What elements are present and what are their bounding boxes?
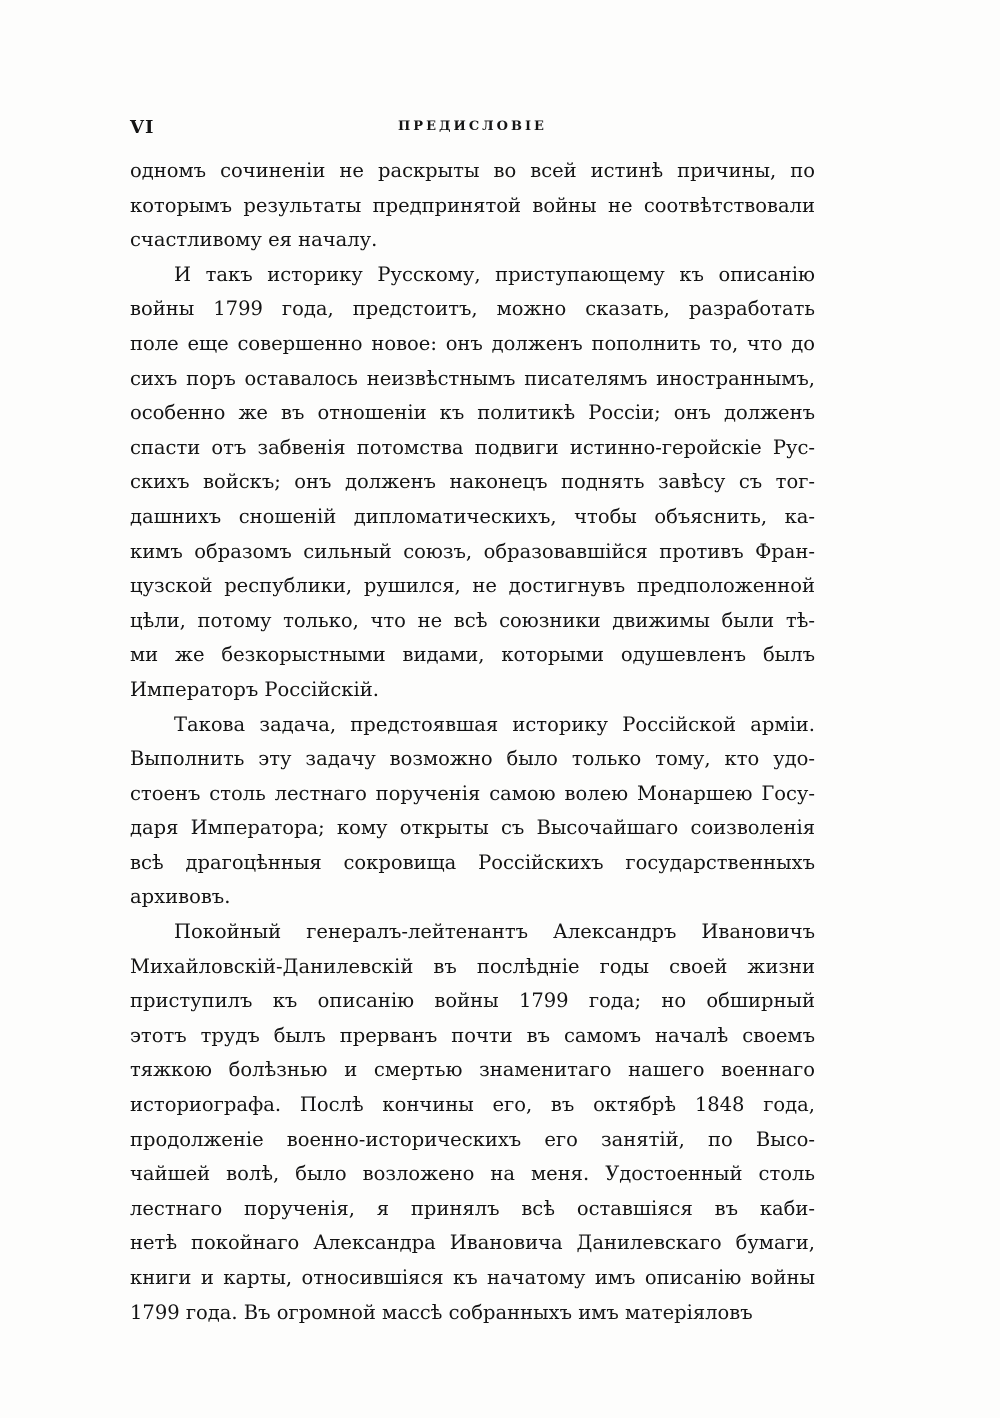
body-text (130, 154, 815, 1330)
text-line: дашнихъ сношеній дипломатическихъ, чтобы объяснить, ка- (130, 504, 815, 528)
text-line: Императоръ Россійскій. (130, 677, 379, 701)
text-line: Покойный генералъ-лейтенантъ Александръ Ивановичъ (174, 920, 815, 944)
text-line: нетѣ покойнаго Александра Ивановича Данилевскаго бумаги, (130, 1231, 815, 1255)
running-title: ПРЕДИСЛОВІЕ (398, 119, 547, 134)
text-line: Михайловскій-Данилевскій въ послѣдніе годы своей жизни (130, 954, 815, 978)
paragraph (130, 258, 815, 708)
text-line: цузской республики, рушился, не достигнувъ предположенной (130, 574, 815, 598)
page-number: VI (130, 117, 155, 138)
text-line: И такъ историку Русскому, приступающему къ описанію (174, 262, 815, 286)
text-line: скихъ войскъ; онъ долженъ наконецъ поднять завѣсу съ тог- (130, 470, 815, 494)
text-line: даря Императора; кому открыты съ Высочайшаго соизволенія (130, 816, 815, 840)
paragraph (130, 915, 815, 1330)
text-line: сихъ поръ оставалось неизвѣстнымъ писателямъ иностраннымъ, (130, 366, 815, 390)
text-line: лестнаго порученія, я принялъ всѣ оставшіяся въ каби- (130, 1196, 815, 1220)
text-line: спасти отъ забвенія потомства подвиги истинно-геройскіе Рус- (130, 435, 815, 459)
text-line: книги и карты, относившіяся къ начатому имъ описанію войны (130, 1266, 815, 1289)
text-line: чайшей волѣ, было возложено на меня. Удостоенный столь (130, 1162, 815, 1186)
text-line: историографа. Послѣ кончины его, въ октябрѣ 1848 года, (130, 1093, 815, 1117)
text-line: Выполнить эту задачу возможно было только тому, кто удо- (130, 747, 815, 771)
paragraph (130, 154, 815, 258)
text-line: кимъ образомъ сильный союзъ, образовавшійся противъ Фран- (130, 539, 815, 563)
text-line: особенно же въ отношеніи къ политикѣ Россіи; онъ долженъ (130, 401, 815, 425)
text-line: цѣли, потому только, что не всѣ союзники движимы были тѣ- (130, 608, 815, 632)
text-line: приступилъ къ описанію войны 1799 года; но обширный (130, 989, 815, 1013)
text-line: Такова задача, предстоявшая историку Россійской арміи. (174, 712, 815, 736)
text-line: продолженіе военно-историческихъ его занятій, по Высо- (130, 1127, 815, 1151)
text-line: ми же безкорыстными видами, которыми одушевленъ былъ (130, 643, 815, 667)
text-line: всѣ драгоцѣнныя сокровища Россійскихъ государственныхъ (130, 850, 815, 874)
text-line: 1799 года. Въ огромной массѣ собранныхъ имъ матеріяловъ (130, 1300, 753, 1324)
text-line: архивовъ. (130, 885, 231, 909)
paragraph (130, 708, 815, 916)
text-line: поле еще совершенно новое: онъ долженъ пополнить то, что до (130, 331, 815, 355)
text-line: одномъ сочиненіи не раскрыты во всей истинѣ причины, по (130, 159, 815, 182)
running-head (130, 117, 815, 137)
text-line: которымъ результаты предпринятой войны не соотвѣтствовали (130, 193, 815, 217)
text-line: войны 1799 года, предстоитъ, можно сказать, разработать (130, 297, 815, 321)
text-line: этотъ трудъ былъ прерванъ почти въ самомъ началѣ своемъ (130, 1023, 815, 1047)
text-line: тяжкою болѣзнью и смертью знаменитаго нашего военнаго (130, 1058, 815, 1082)
text-line: стоенъ столь лестнаго порученія самою волею Монаршею Госу- (130, 781, 815, 805)
text-line: счастливому ея началу. (130, 228, 378, 252)
